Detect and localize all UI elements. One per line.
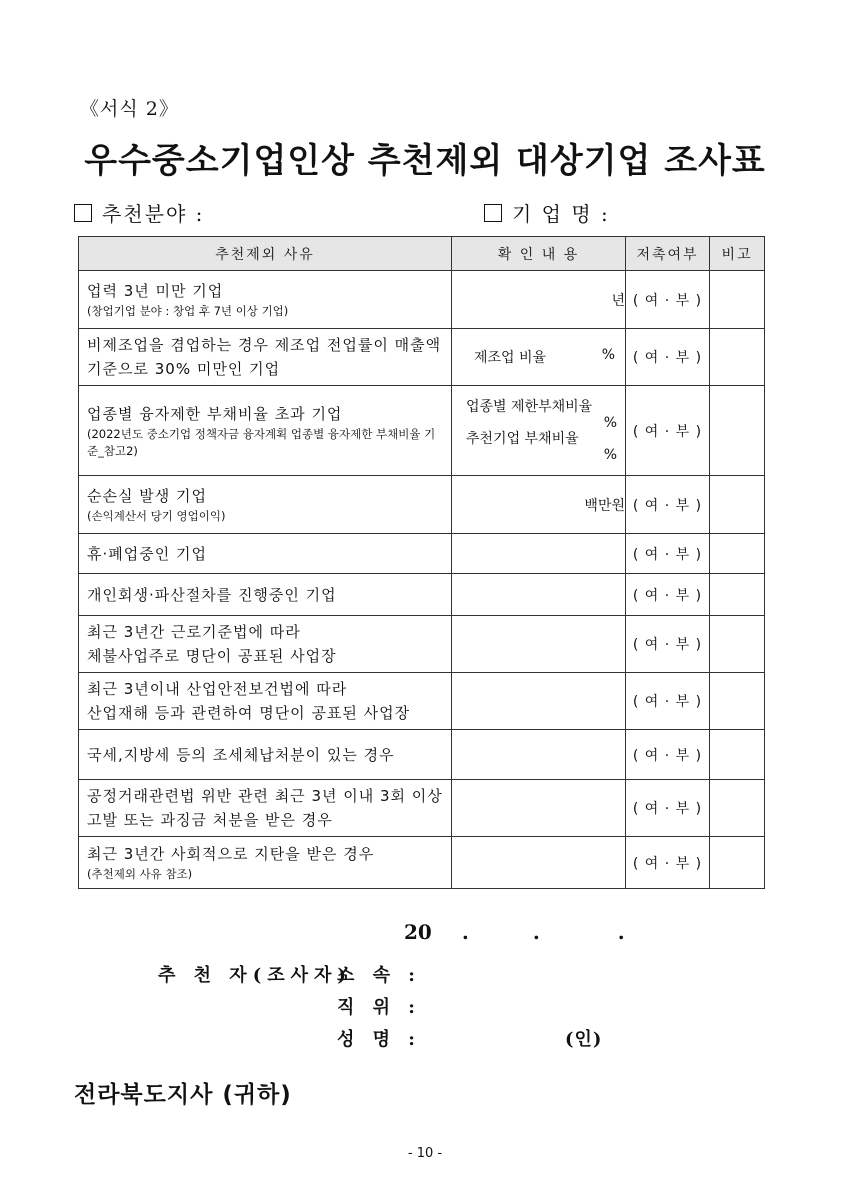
- status-cell[interactable]: ( 여 · 부 ): [626, 780, 710, 837]
- table-row: [79, 780, 765, 837]
- reason-cell: [79, 616, 452, 673]
- date-line: [404, 920, 625, 944]
- date-separator: .: [617, 920, 625, 944]
- note-cell[interactable]: [710, 386, 765, 476]
- reason-text: 최근 3년간 근로기준법에 따라: [87, 623, 301, 641]
- status-cell[interactable]: ( 여 · 부 ): [626, 574, 710, 616]
- check-cell[interactable]: [452, 534, 626, 574]
- check-cell[interactable]: [452, 616, 626, 673]
- addressee: 전라북도지사 (귀하): [74, 1082, 292, 1108]
- reason-note: (창업기업 분야 : 창업 후 7년 이상 기업): [87, 304, 289, 318]
- recommendation-field-line: [74, 198, 204, 227]
- reason-text: 국세,지방세 등의 조세체납처분이 있는 경우: [87, 745, 395, 764]
- table-row: [79, 386, 765, 476]
- table-header-row: [79, 237, 765, 271]
- recommender-label: 추 천 자(조사자): [158, 965, 352, 986]
- seal-mark: (인): [565, 1029, 603, 1050]
- status-cell[interactable]: ( 여 · 부 ): [626, 271, 710, 329]
- reason-text: 개인회생·파산절차를 진행중인 기업: [87, 585, 337, 604]
- reason-cell: [79, 476, 452, 534]
- note-cell[interactable]: [710, 837, 765, 889]
- affiliation-label: 소 속 :: [337, 965, 421, 986]
- note-cell[interactable]: [710, 271, 765, 329]
- check-cell[interactable]: [452, 780, 626, 837]
- reason-text: 순손실 발생 기업: [87, 487, 207, 505]
- note-cell[interactable]: [710, 616, 765, 673]
- note-cell[interactable]: [710, 780, 765, 837]
- name-label: 성 명 :: [337, 1029, 421, 1050]
- check-cell[interactable]: [452, 329, 626, 386]
- checkbox-icon[interactable]: [74, 204, 92, 222]
- reason-cell: [79, 730, 452, 780]
- check-cell[interactable]: 백만원: [452, 476, 626, 534]
- reason-cell: [79, 386, 452, 476]
- check-cell[interactable]: 년: [452, 271, 626, 329]
- reason-cell: [79, 271, 452, 329]
- reason-cell: [79, 837, 452, 889]
- survey-table: [78, 236, 765, 889]
- status-cell[interactable]: ( 여 · 부 ): [626, 616, 710, 673]
- note-cell[interactable]: [710, 476, 765, 534]
- reason-text: 휴·폐업중인 기업: [87, 544, 207, 563]
- note-cell[interactable]: [710, 329, 765, 386]
- table-row: [79, 574, 765, 616]
- note-cell[interactable]: [710, 673, 765, 730]
- note-cell[interactable]: [710, 574, 765, 616]
- check-cell[interactable]: [452, 574, 626, 616]
- status-cell[interactable]: ( 여 · 부 ): [626, 534, 710, 574]
- status-cell[interactable]: ( 여 · 부 ): [626, 386, 710, 476]
- status-cell[interactable]: ( 여 · 부 ): [626, 837, 710, 889]
- reason-text-line2: 체불사업주로 명단이 공표된 사업장: [87, 647, 337, 665]
- check-label: 제조업 비율: [474, 350, 547, 366]
- reason-text: 최근 3년이내 산업안전보건법에 따라: [87, 680, 348, 698]
- reason-text: 업종별 융자제한 부채비율 초과 기업: [87, 404, 343, 423]
- note-cell[interactable]: [710, 730, 765, 780]
- header-check: 확 인 내 용: [452, 237, 626, 271]
- reason-cell: [79, 574, 452, 616]
- reason-note: (손익계산서 당기 영업이익): [87, 509, 226, 523]
- header-reason: 추천제외 사유: [79, 237, 452, 271]
- check-cell[interactable]: [452, 673, 626, 730]
- reason-cell: [79, 329, 452, 386]
- reason-text: 비제조업을 겸업하는 경우 제조업 전업률이 매출액 기준으로 30% 미만인 기업: [87, 336, 442, 378]
- reason-note: (2022년도 중소기업 정책자금 융자계획 업종별 융자제한 부채비율 기준_참고2): [87, 426, 436, 458]
- status-cell[interactable]: ( 여 · 부 ): [626, 329, 710, 386]
- reason-note: (추천제외 사유 참조): [87, 867, 193, 881]
- check-cell[interactable]: [452, 386, 626, 476]
- date-separator: .: [461, 920, 469, 944]
- position-label: 직 위 :: [337, 997, 421, 1018]
- company-name-line: [484, 198, 610, 227]
- document-title: 우수중소기업인상 추천제외 대상기업 조사표: [84, 141, 766, 181]
- table-row: [79, 329, 765, 386]
- header-status: 저촉여부: [626, 237, 710, 271]
- status-cell[interactable]: ( 여 · 부 ): [626, 476, 710, 534]
- date-separator: .: [532, 920, 540, 944]
- reason-cell: [79, 673, 452, 730]
- header-note: 비고: [710, 237, 765, 271]
- table-row: [79, 534, 765, 574]
- check-unit: %: [603, 414, 617, 431]
- checkbox-icon[interactable]: [484, 204, 502, 222]
- table-row: [79, 616, 765, 673]
- note-cell[interactable]: [710, 534, 765, 574]
- check-unit: %: [603, 446, 617, 463]
- table-row: [79, 476, 765, 534]
- reason-cell: [79, 534, 452, 574]
- status-cell[interactable]: ( 여 · 부 ): [626, 730, 710, 780]
- reason-text: 공정거래관련법 위반 관련 최근 3년 이내 3회 이상 고발 또는 과징금 처분을 받은 경우: [87, 787, 443, 829]
- table-row: [79, 673, 765, 730]
- reason-text-line2: 산업재해 등과 관련하여 명단이 공표된 사업장: [87, 704, 411, 722]
- check-unit: %: [601, 347, 615, 363]
- reason-cell: [79, 780, 452, 837]
- reason-text: 업력 3년 미만 기업: [87, 282, 224, 300]
- check-label: 업종별 제한부채비율: [466, 398, 593, 415]
- form-label: 《서식 2》: [80, 98, 179, 120]
- table-row: [79, 271, 765, 329]
- table-row: [79, 730, 765, 780]
- check-cell[interactable]: [452, 730, 626, 780]
- check-cell[interactable]: [452, 837, 626, 889]
- reason-text: 최근 3년간 사회적으로 지탄을 받은 경우: [87, 845, 375, 863]
- status-cell[interactable]: ( 여 · 부 ): [626, 673, 710, 730]
- date-year[interactable]: 20: [404, 920, 432, 944]
- check-label: 추천기업 부채비율: [466, 430, 579, 447]
- company-name-label: 기 업 명 :: [512, 202, 610, 226]
- page-number: - 10 -: [407, 1146, 443, 1161]
- recommendation-field-label: 추천분야 :: [102, 202, 205, 226]
- table-row: [79, 837, 765, 889]
